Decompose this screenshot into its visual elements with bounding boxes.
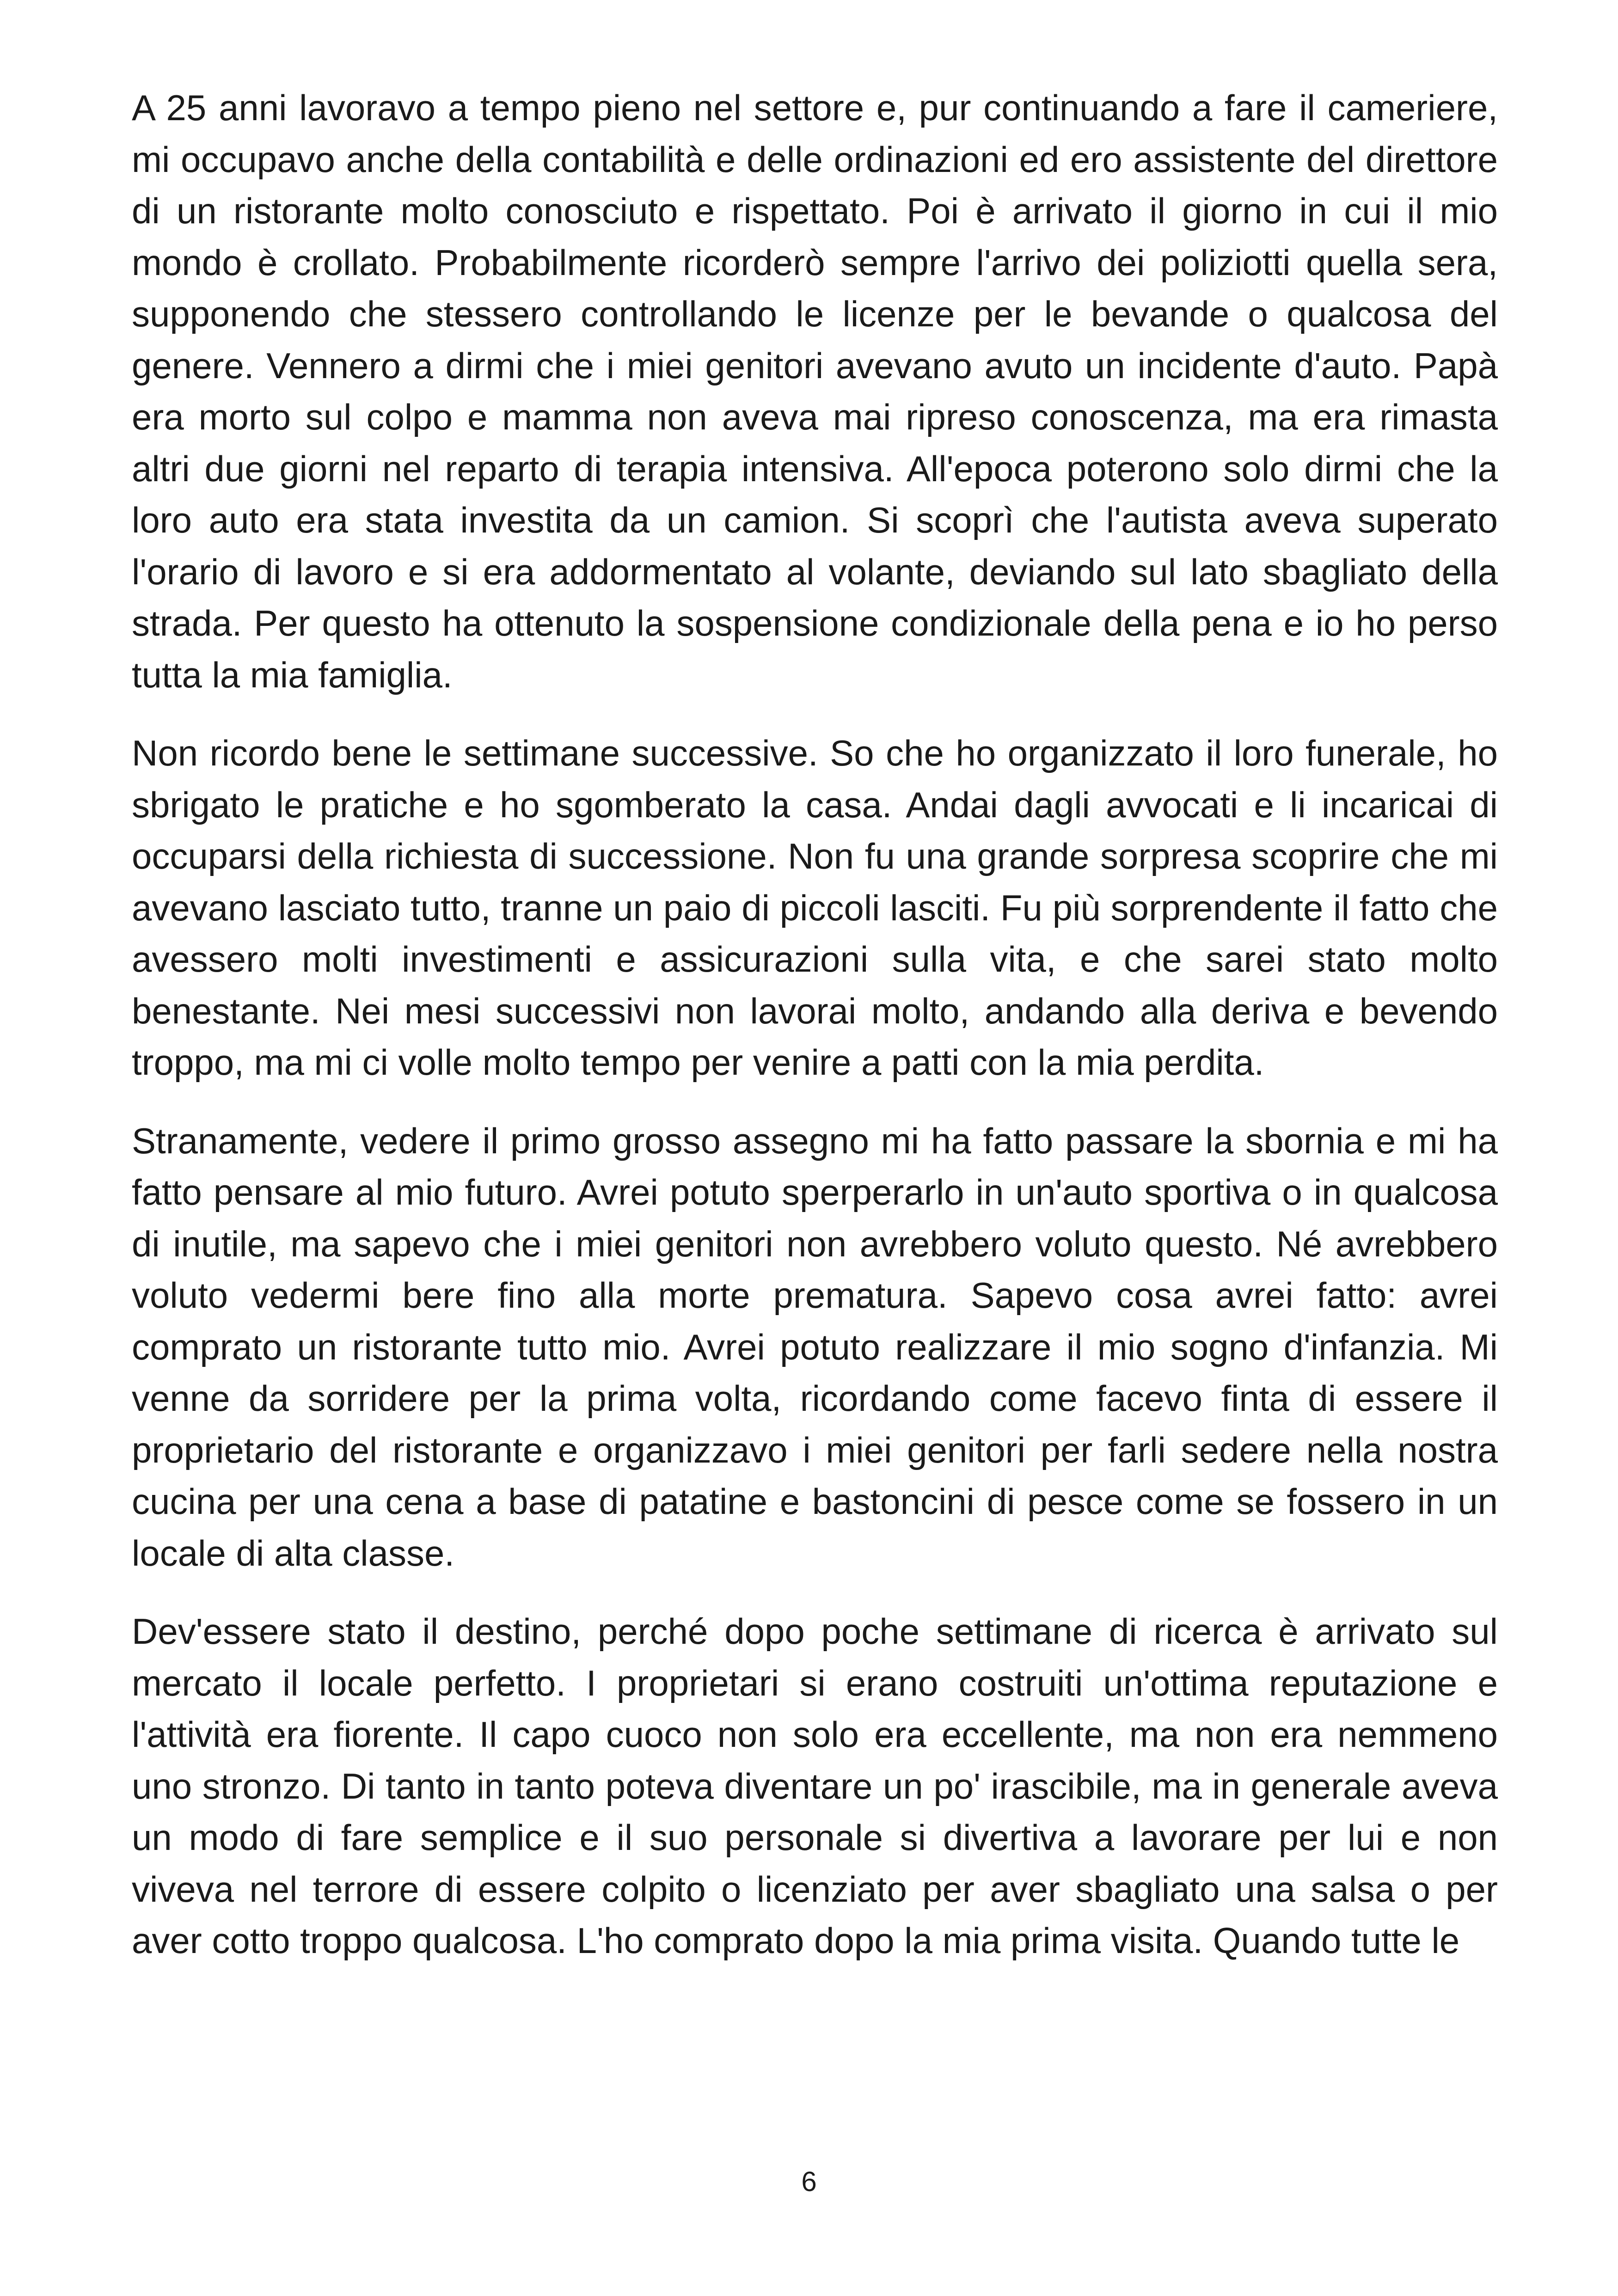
paragraph-1: A 25 anni lavoravo a tempo pieno nel settore e, pur continuando a fare il cameriere, mi occupavo anche della contabilità e delle ordinazioni ed ero assistente del direttore di un ristorante molto conosciuto e rispettato. Poi è arrivato il giorno in cui il mio mondo è crollato. Probabilmente ricorderò sempre l'arrivo dei poliziotti quella sera, supponendo che stessero controllando le licenze per le bevande o qualcosa del genere. Vennero a dirmi che i miei genitori avevano avuto un incidente d'auto. Papà era morto sul colpo e mamma non aveva mai ripreso conoscenza, ma era rimasta altri due giorni nel reparto di terapia intensiva. All'epoca poterono solo dirmi che la loro auto era stata investita da un camion. Si scoprì che l'autista aveva superato l'orario di lavoro e si era addormentato al volante, deviando sul lato sbagliato della strada. Per questo ha ottenuto la sospensione condizionale della pena e io ho perso tutta la mia famiglia. (132, 87, 1498, 695)
body-text (132, 82, 1498, 1967)
paragraph-4: Dev'essere stato il destino, perché dopo poche settimane di ricerca è arrivato sul mercato il locale perfetto. I proprietari si erano costruiti un'ottima reputazione e l'attività era fiorente. Il capo cuoco non solo era eccellente, ma non era nemmeno uno stronzo. Di tanto in tanto poteva diventare un po' irascibile, ma in generale aveva un modo di fare semplice e il suo personale si divertiva a lavorare per lui e non viveva nel terrore di essere colpito o licenziato per aver sbagliato una salsa o per aver cotto troppo qualcosa. L'ho comprato dopo la mia prima visita. Quando tutte le (132, 1611, 1498, 1961)
paragraph-2: Non ricordo bene le settimane successive. So che ho organizzato il loro funerale, ho sbrigato le pratiche e ho sgomberato la casa. Andai dagli avvocati e li incaricai di occuparsi della richiesta di successione. Non fu una grande sorpresa scoprire che mi avevano lasciato tutto, tranne un paio di piccoli lasciti. Fu più sorprendente il fatto che avessero molti investimenti e assicurazioni sulla vita, e che sarei stato molto benestante. Nei mesi successivi non lavorai molto, andando alla deriva e bevendo troppo, ma mi ci volle molto tempo per venire a patti con la mia perdita. (132, 733, 1498, 1083)
page-number: 6 (801, 2166, 817, 2197)
paragraph-3: Stranamente, vedere il primo grosso assegno mi ha fatto passare la sbornia e mi ha fatto pensare al mio futuro. Avrei potuto sperperarlo in un'auto sportiva o in qualcosa di inutile, ma sapevo che i miei genitori non avrebbero voluto questo. Né avrebbero voluto vedermi bere fino alla morte prematura. Sapevo cosa avrei fatto: avrei comprato un ristorante tutto mio. Avrei potuto realizzare il mio sogno d'infanzia. Mi venne da sorridere per la prima volta, ricordando come facevo finta di essere il proprietario del ristorante e organizzavo i miei genitori per farli sedere nella nostra cucina per una cena a base di patatine e bastoncini di pesce come se fossero in un locale di alta classe. (132, 1120, 1498, 1574)
